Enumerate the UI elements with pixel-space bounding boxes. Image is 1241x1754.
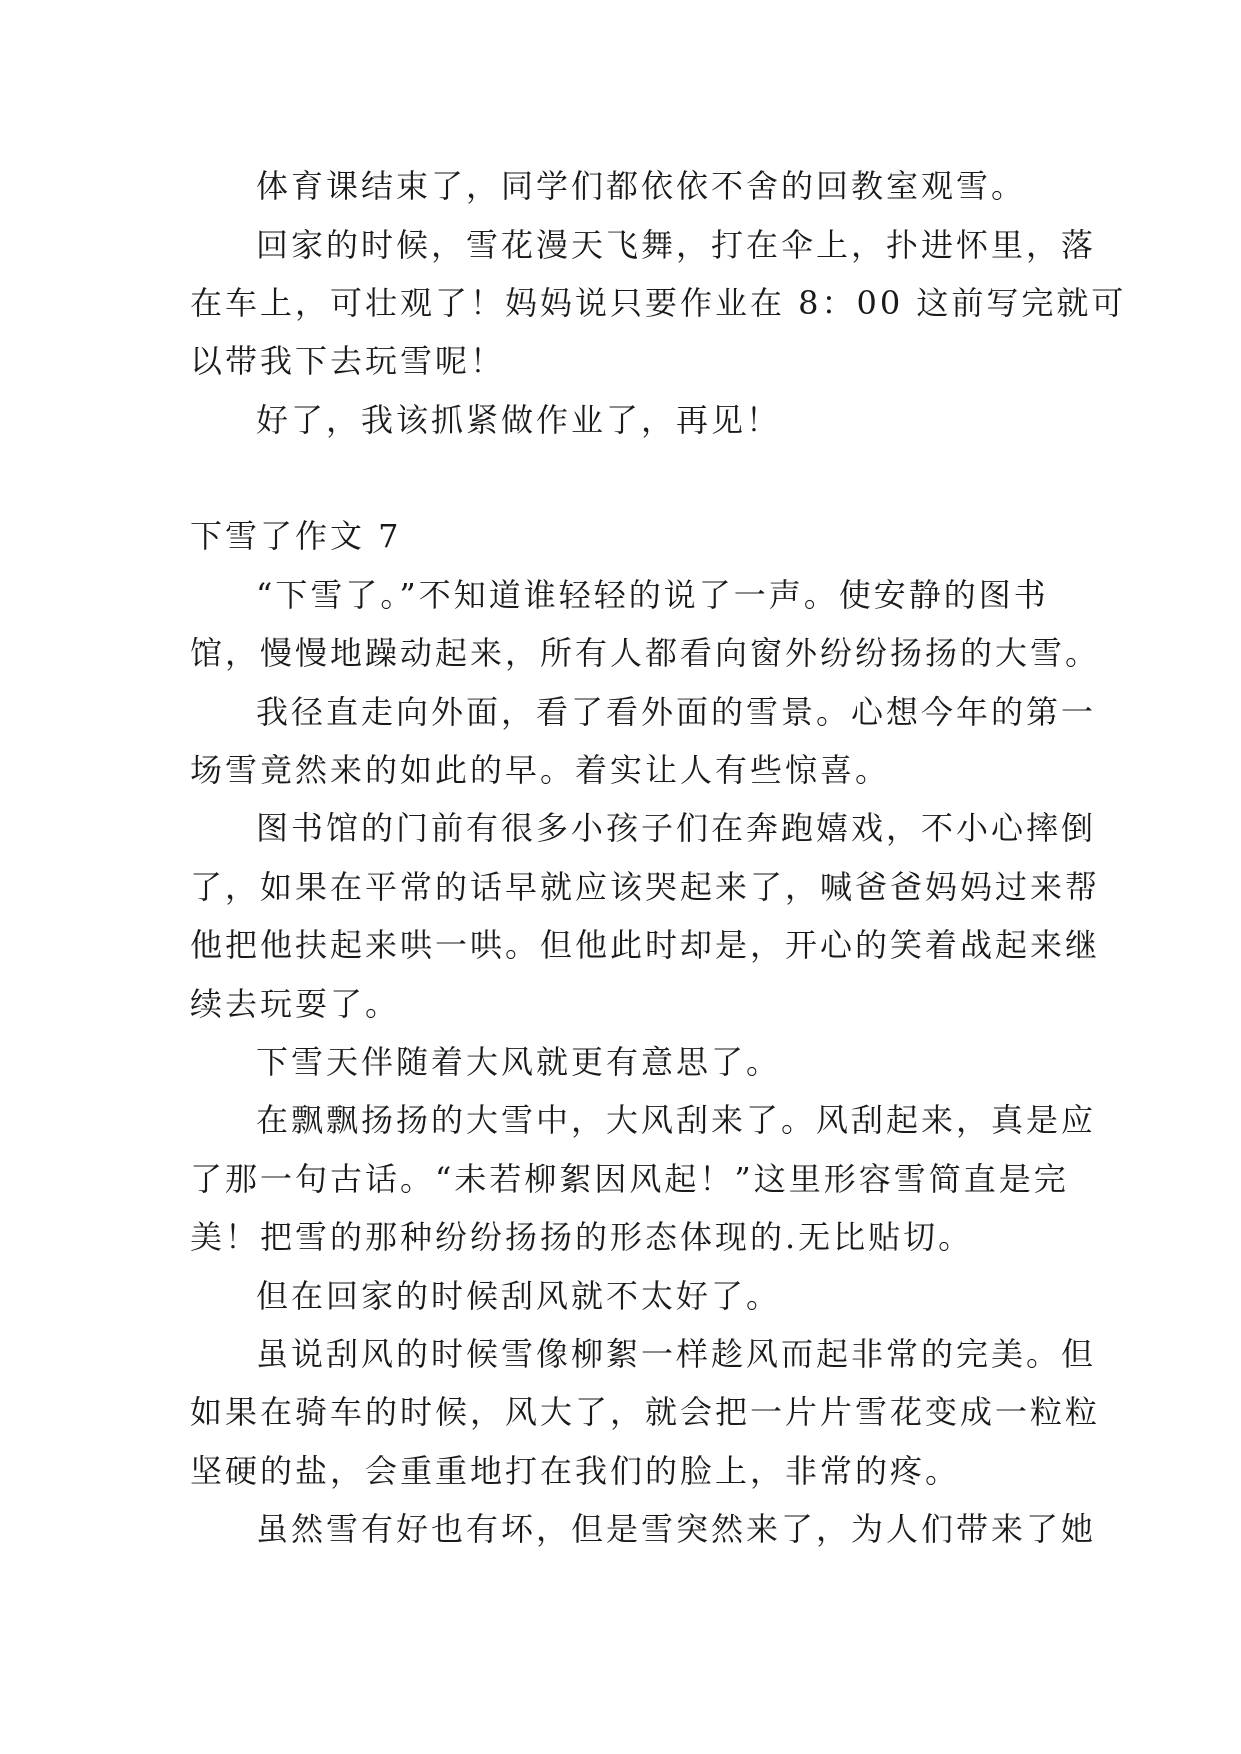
paragraph-line: 续去玩耍了。 <box>190 985 401 1023</box>
paragraph-line: 如果在骑车的时候，风大了，就会把一片片雪花变成一粒粒 <box>190 1393 1101 1431</box>
paragraph-line: 下雪天伴随着大风就更有意思了。 <box>256 1043 782 1081</box>
paragraph-line: 在车上，可壮观了！妈妈说只要作业在 8：00 这前写完就可 <box>190 284 1127 322</box>
paragraph-line: 图书馆的门前有很多小孩子们在奔跑嬉戏，不小心摔倒 <box>256 809 1097 847</box>
paragraph-line: 虽然雪有好也有坏，但是雪突然来了，为人们带来了她 <box>256 1510 1097 1548</box>
paragraph-line: 了那一句古话。“未若柳絮因风起！”这里形容雪简直是完 <box>190 1160 1069 1198</box>
paragraph-line: 我径直走向外面，看了看外面的雪景。心想今年的第一 <box>256 693 1097 731</box>
paragraph-line: 以带我下去玩雪呢！ <box>190 342 506 380</box>
paragraph-line: 但在回家的时候刮风就不太好了。 <box>256 1277 782 1315</box>
paragraph-line: 虽说刮风的时候雪像柳絮一样趁风而起非常的完美。但 <box>256 1335 1097 1373</box>
paragraph-line: 了，如果在平常的话早就应该哭起来了，喊爸爸妈妈过来帮 <box>190 868 1101 906</box>
paragraph-line: 在飘飘扬扬的大雪中，大风刮来了。风刮起来，真是应 <box>256 1101 1097 1139</box>
paragraph-line: 美！把雪的那种纷纷扬扬的形态体现的.无比贴切。 <box>190 1218 974 1256</box>
paragraph-line: 体育课结束了，同学们都依依不舍的回教室观雪。 <box>256 167 1027 205</box>
paragraph-line: “下雪了。”不知道谁轻轻的说了一声。使安静的图书 <box>256 576 1049 614</box>
paragraph-line: 馆，慢慢地躁动起来，所有人都看向窗外纷纷扬扬的大雪。 <box>190 634 1101 672</box>
section-title: 下雪了作文 7 <box>190 517 402 555</box>
paragraph-line: 场雪竟然来的如此的早。着实让人有些惊喜。 <box>190 751 891 789</box>
paragraph-line: 他把他扶起来哄一哄。但他此时却是，开心的笑着战起来继 <box>190 926 1101 964</box>
paragraph-line: 坚硬的盐，会重重地打在我们的脸上，非常的疼。 <box>190 1452 961 1490</box>
paragraph-line: 回家的时候，雪花漫天飞舞，打在伞上，扑进怀里，落 <box>256 226 1097 264</box>
paragraph-line: 好了，我该抓紧做作业了，再见！ <box>256 401 782 439</box>
